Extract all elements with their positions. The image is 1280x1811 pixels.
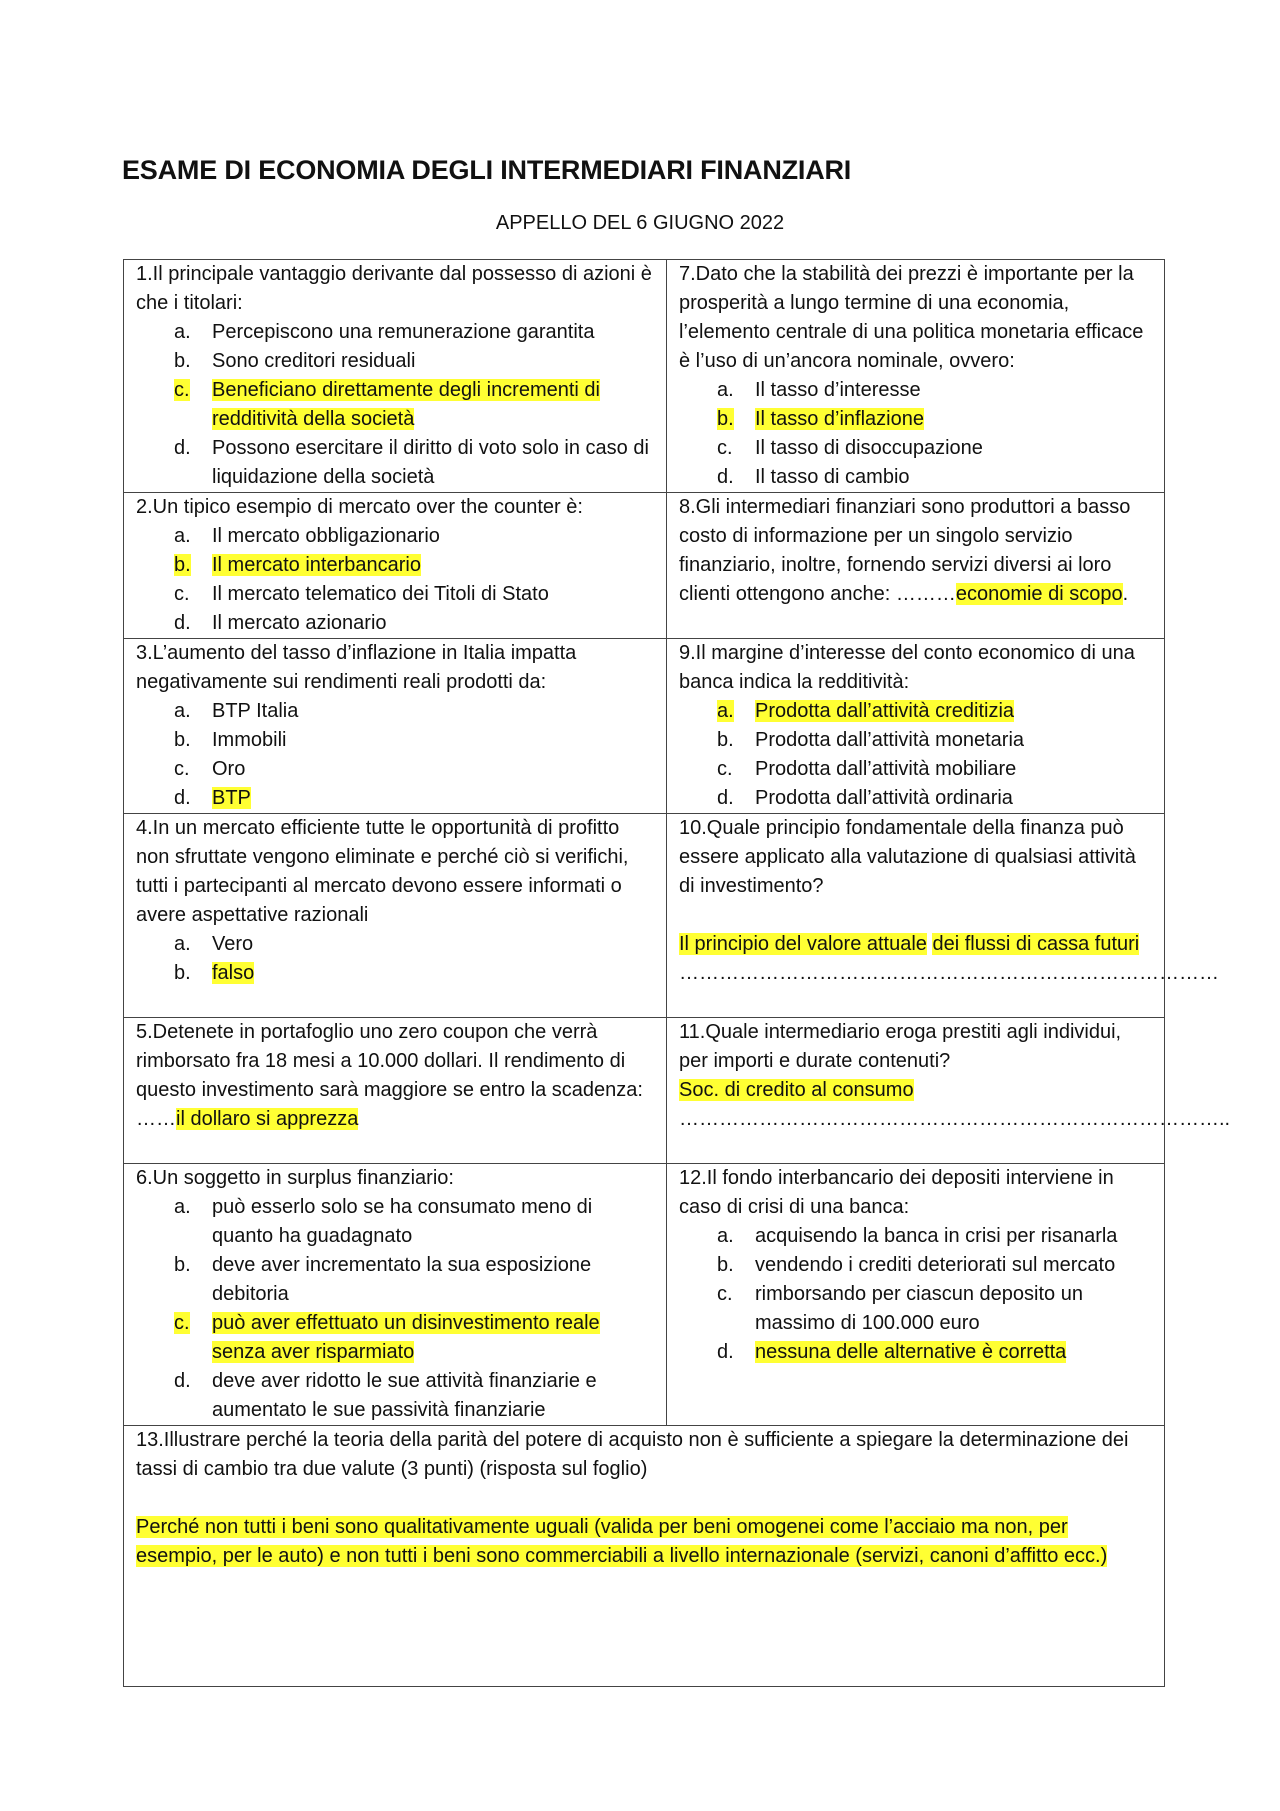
option-d: d. Prodotta dall’attività ordinaria: [717, 787, 1013, 809]
question-13-answer: Perché non tutti i beni sono qualitativamente uguali (valida per beni omogenei come l’acciaio ma non, per esempio, per le auto) e non tutti i beni sono commerciabili a livello internazionale (servizi, canoni d’affitto ecc.): [136, 1516, 1108, 1567]
option-b-correct: b. falso: [174, 962, 255, 984]
question-8-cell: [667, 493, 1165, 639]
option-a: a. può esserlo solo se ha consumato meno di quanto ha guadagnato: [174, 1196, 593, 1247]
table-row: [124, 1018, 1165, 1164]
option-b: b. vendendo i crediti deteriorati sul mercato: [717, 1254, 1116, 1276]
question-10-text: 10.Quale principio fondamentale della finanza può essere applicato alla valutazione di qualsiasi attività di investimento?: [679, 817, 1136, 897]
question-4-cell: [124, 814, 667, 1018]
question-5-answer: ……il dollaro si apprezza: [136, 1108, 359, 1130]
question-6-cell: [124, 1164, 667, 1426]
option-a: a. Il tasso d’interesse: [717, 379, 921, 401]
question-2-cell: [124, 493, 667, 639]
question-8-answer: economie di scopo: [955, 583, 1123, 605]
question-7-text: 7.Dato che la stabilità dei prezzi è importante per la prosperità a lungo termine di una economia, l’elemento centrale di una politica monetaria efficace è l’uso di un’ancora nominale, ovvero:: [679, 263, 1144, 372]
question-10-answer: Il principio del valore attuale dei flussi di cassa futuri: [679, 933, 1140, 955]
question-13-cell: [124, 1426, 1165, 1687]
table-row: [124, 814, 1165, 1018]
option-d: d. Possono esercitare il diritto di voto solo in caso di liquidazione della società: [174, 437, 649, 488]
option-c: c. Il mercato telematico dei Titoli di Stato: [174, 583, 549, 605]
table-row: [124, 493, 1165, 639]
question-9-options: [679, 697, 1154, 813]
question-7-options: [679, 376, 1154, 492]
question-1-cell: [124, 260, 667, 493]
question-13-text: 13.Illustrare perché la teoria della parità del potere di acquisto non è sufficiente a spiegare la determinazione dei tassi di cambio tra due valute (3 punti) (risposta sul foglio): [136, 1429, 1129, 1480]
option-c: c. Oro: [174, 758, 246, 780]
exam-questions-table: [123, 259, 1231, 1687]
question-12-cell: [667, 1164, 1165, 1426]
table-row: [124, 1164, 1165, 1426]
option-c: c. Prodotta dall’attività mobiliare: [717, 758, 1017, 780]
question-2-options: [136, 522, 656, 638]
question-9-cell: [667, 639, 1165, 814]
option-b-correct: b. Il tasso d’inflazione: [717, 408, 924, 430]
exam-session-date: APPELLO DEL 6 GIUGNO 2022: [495, 212, 785, 234]
question-5-cell: [124, 1018, 667, 1164]
option-a-correct: a. Prodotta dall’attività creditizia: [717, 700, 1015, 722]
option-b: b. Immobili: [174, 729, 287, 751]
question-3-text: 3.L’aumento del tasso d’inflazione in Italia impatta negativamente sui rendimenti reali prodotti da:: [136, 642, 577, 693]
option-c: c. Il tasso di disoccupazione: [717, 437, 983, 459]
question-8-text: 8.Gli intermediari finanziari sono produttori a basso costo di informazione per un singolo servizio finanziario, inoltre, fornendo servizi diversi ai loro clienti ottengono anche: ………economie di scopo.: [679, 496, 1131, 605]
question-4-text: 4.In un mercato efficiente tutte le opportunità di profitto non sfruttate vengono eliminate e perché ciò si verifichi, tutti i partecipanti al mercato devono essere informati o avere aspettative razionali: [136, 817, 629, 926]
question-3-options: [136, 697, 656, 813]
question-1-options: [136, 318, 656, 492]
option-d: d. Il mercato azionario: [174, 612, 387, 634]
question-12-options: [679, 1222, 1154, 1367]
question-7-cell: [667, 260, 1165, 493]
option-d-correct: d. BTP: [174, 787, 251, 809]
option-a: a. BTP Italia: [174, 700, 299, 722]
option-a: a. Percepiscono una remunerazione garantita: [174, 321, 595, 343]
answer-line: ………………………………………………………………………: [679, 962, 1219, 984]
exam-title: ESAME DI ECONOMIA DEGLI INTERMEDIARI FINANZIARI: [122, 155, 852, 185]
option-b: b. deve aver incrementato la sua esposizione debitoria: [174, 1254, 592, 1305]
question-6-text: 6.Un soggetto in surplus finanziario:: [136, 1167, 454, 1189]
option-a: a. Il mercato obbligazionario: [174, 525, 440, 547]
option-d: d. Il tasso di cambio: [717, 466, 910, 488]
option-d-correct: d. nessuna delle alternative è corretta: [717, 1341, 1067, 1363]
option-c: c. rimborsando per ciascun deposito un massimo di 100.000 euro: [717, 1283, 1083, 1334]
question-2-text: 2.Un tipico esempio di mercato over the counter è:: [136, 496, 583, 518]
option-b: b. Sono creditori residuali: [174, 350, 416, 372]
option-b: b. Prodotta dall’attività monetaria: [717, 729, 1025, 751]
question-4-options: [136, 930, 656, 988]
question-3-cell: [124, 639, 667, 814]
option-d: d. deve aver ridotto le sue attività finanziarie e aumentato le sue passività finanziarie: [174, 1370, 597, 1421]
question-1-text: 1.Il principale vantaggio derivante dal possesso di azioni è che i titolari:: [136, 263, 652, 314]
option-c-correct: c. Beneficiano direttamente degli incrementi di redditività della società: [174, 379, 600, 430]
option-a: a. acquisendo la banca in crisi per risanarla: [717, 1225, 1118, 1247]
table-row: [124, 639, 1165, 814]
question-11-answer: Soc. di credito al consumo: [679, 1079, 914, 1101]
option-a: a. Vero: [174, 933, 254, 955]
question-12-text: 12.Il fondo interbancario dei depositi interviene in caso di crisi di una banca:: [679, 1167, 1114, 1218]
question-9-text: 9.Il margine d’interesse del conto economico di una banca indica la redditività:: [679, 642, 1135, 693]
option-c-correct: c. può aver effettuato un disinvestimento reale senza aver risparmiato: [174, 1312, 600, 1363]
answer-line: ………………………………………………………………………..: [679, 1108, 1231, 1130]
question-5-text: 5.Detenete in portafoglio uno zero coupon che verrà rimborsato fra 18 mesi a 10.000 dollari. Il rendimento di questo investimento sarà maggiore se entro la scadenza:: [136, 1021, 643, 1101]
question-11-text: 11.Quale intermediario eroga prestiti agli individui, per importi e durate contenuti?: [679, 1021, 1122, 1072]
question-6-options: [136, 1193, 656, 1425]
question-10-cell: [667, 814, 1219, 1018]
option-b-correct: b. Il mercato interbancario: [174, 554, 421, 576]
table-row: [124, 1426, 1165, 1687]
question-11-cell: [667, 1018, 1231, 1164]
table-row: [124, 260, 1165, 493]
